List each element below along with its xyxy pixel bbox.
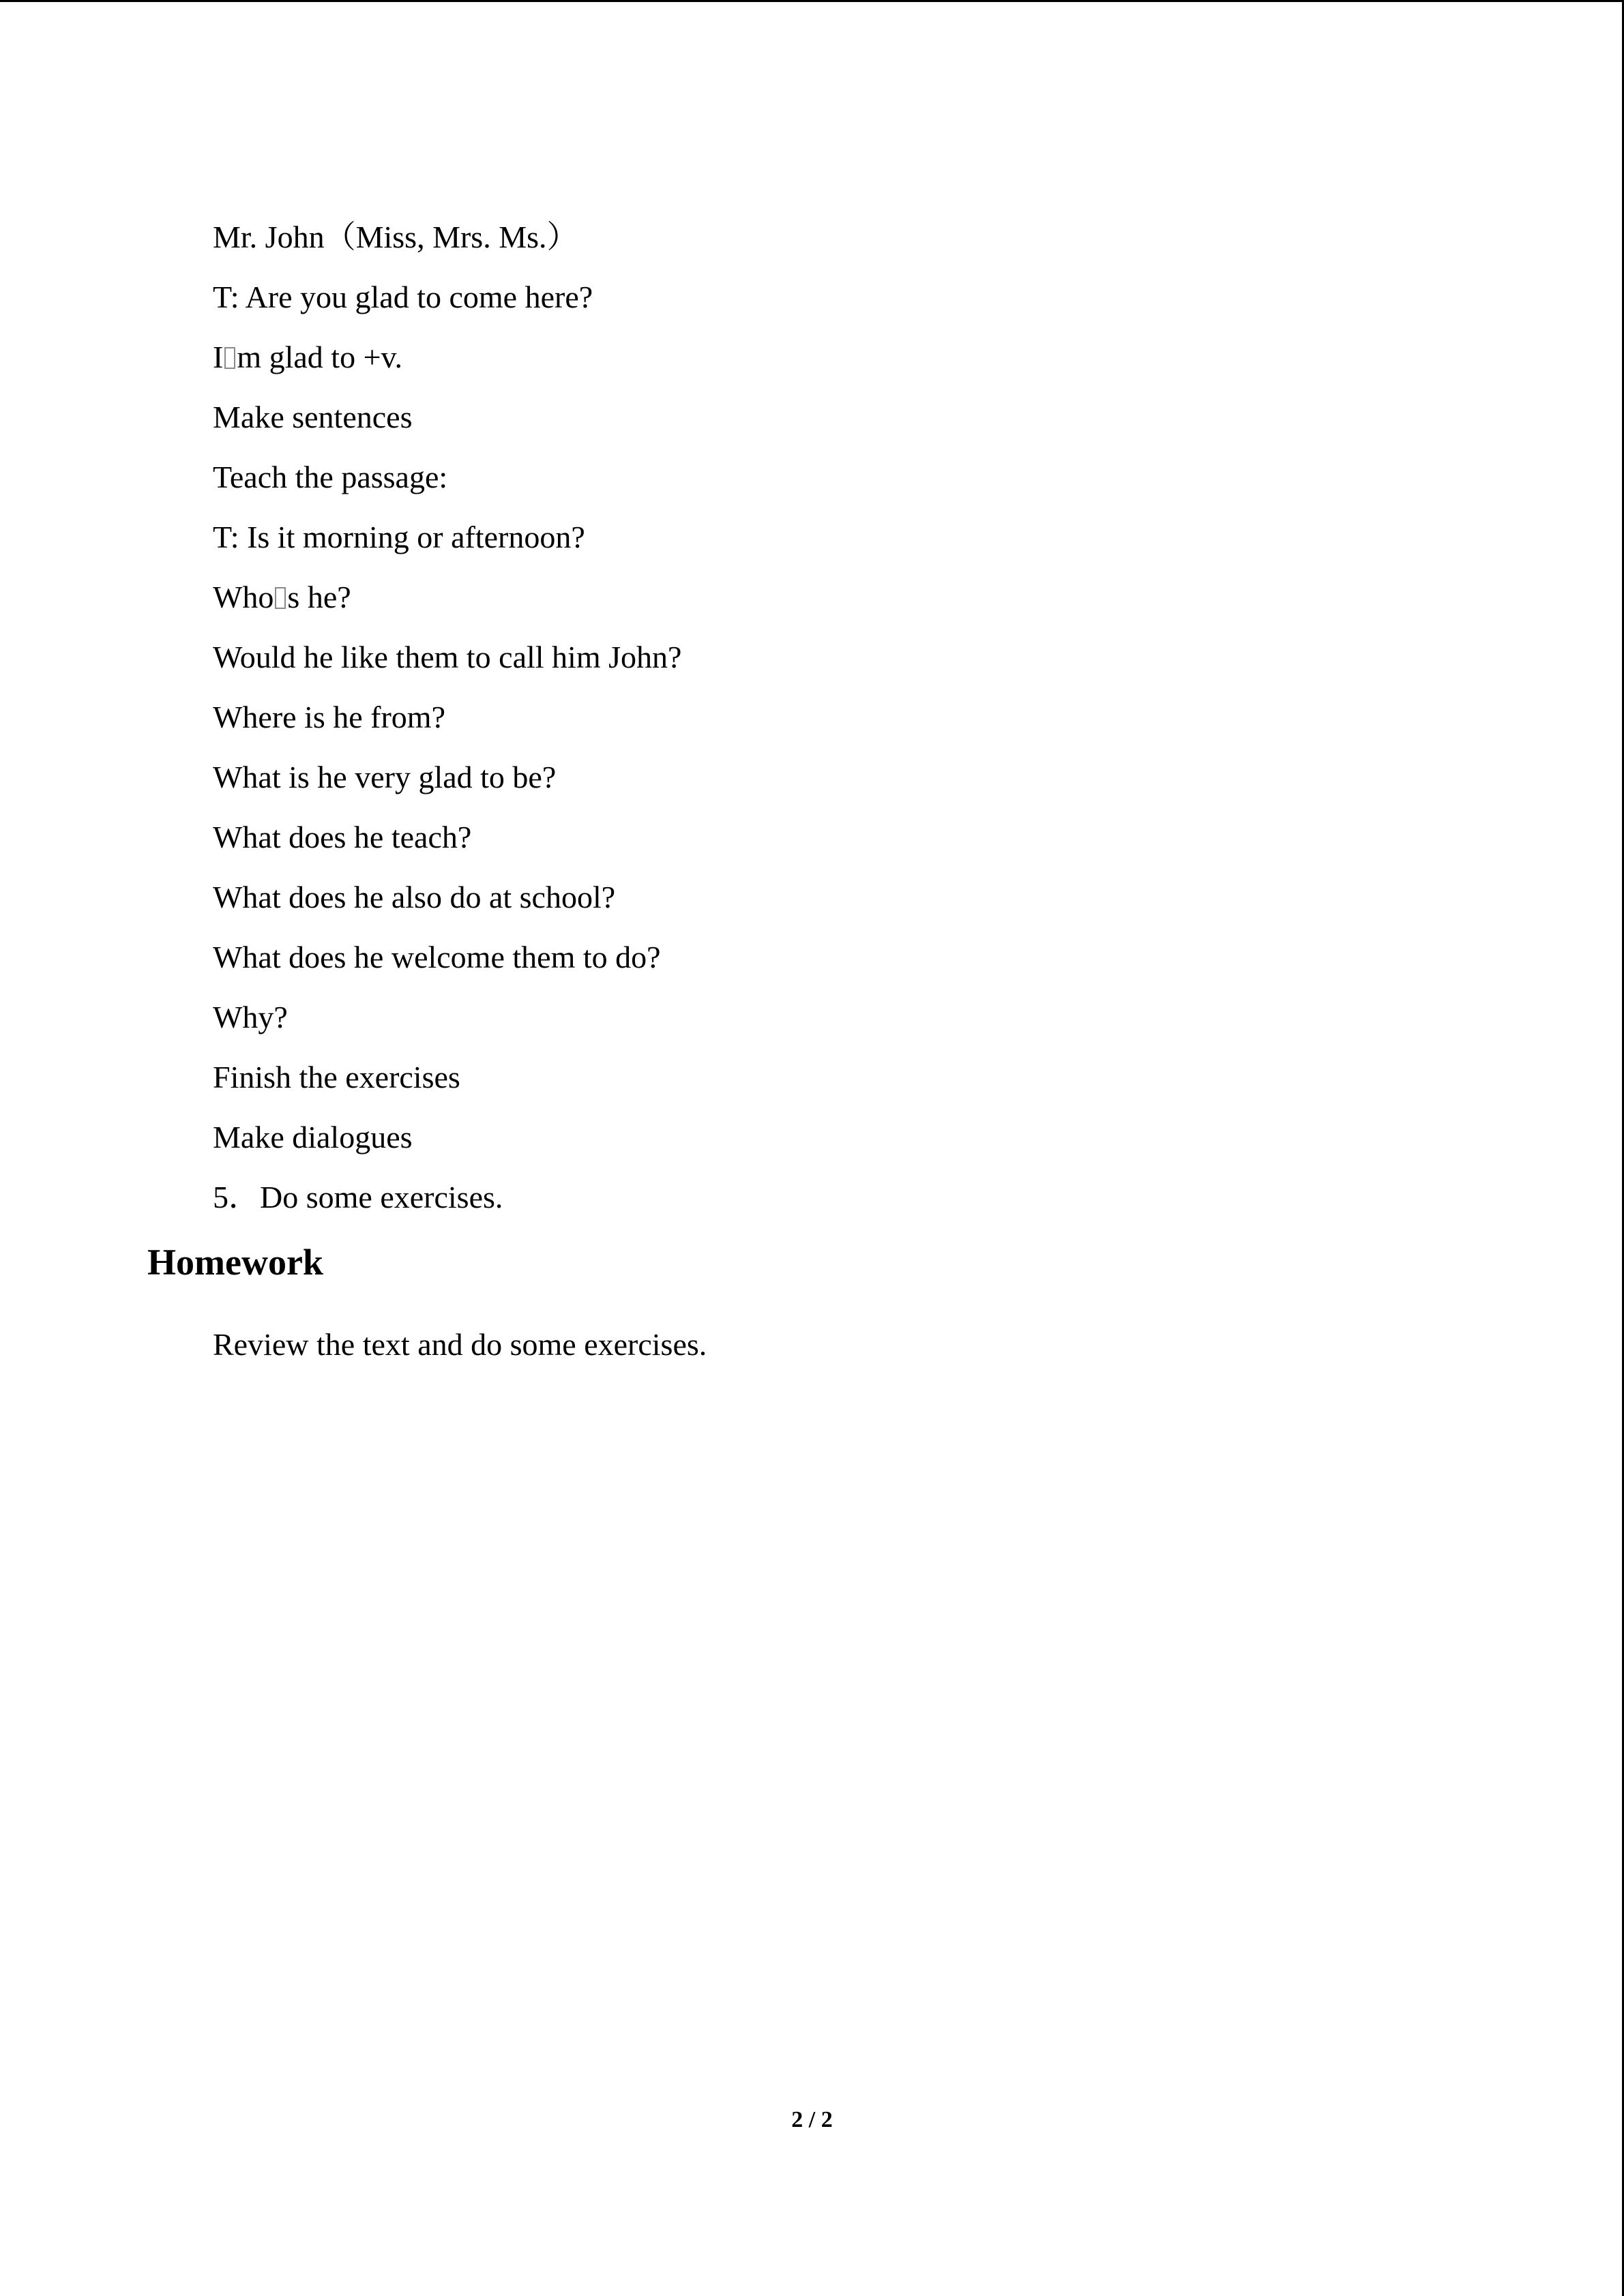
text-segment: s he? [287, 580, 351, 614]
missing-glyph-icon [275, 587, 286, 609]
text-line: What does he also do at school? [213, 880, 616, 914]
text-line: Make sentences [213, 400, 413, 434]
text-line: T: Is it morning or afternoon? [213, 520, 585, 554]
text-line [213, 578, 351, 616]
text-line: What does he welcome them to do? [213, 940, 661, 974]
section-text: Review the text and do some exercises. [213, 1327, 707, 1362]
text-line: Finish the exercises [213, 1060, 460, 1094]
page-number: 2 / 2 [791, 2107, 833, 2132]
text-line [213, 338, 402, 376]
text-line: Where is he from? [213, 700, 446, 734]
missing-glyph-icon [224, 347, 235, 369]
text-line: What does he teach? [213, 820, 472, 854]
text-line: Why? [213, 1000, 288, 1034]
text-line: What is he very glad to be? [213, 760, 557, 794]
text-line: Teach the passage: [213, 460, 448, 494]
text-line: Would he like them to call him John? [213, 640, 682, 674]
text-segment: m glad to +v. [237, 340, 403, 374]
text-line: T: Are you glad to come here? [213, 280, 593, 314]
text-segment: I [213, 340, 224, 374]
text-line: Mr. John（Miss, Mrs. Ms.） [213, 220, 578, 254]
text-line: Make dialogues [213, 1120, 413, 1154]
text-line: 5．Do some exercises. [213, 1180, 503, 1214]
text-segment: Who [213, 580, 274, 614]
section-heading: Homework [147, 1242, 323, 1283]
